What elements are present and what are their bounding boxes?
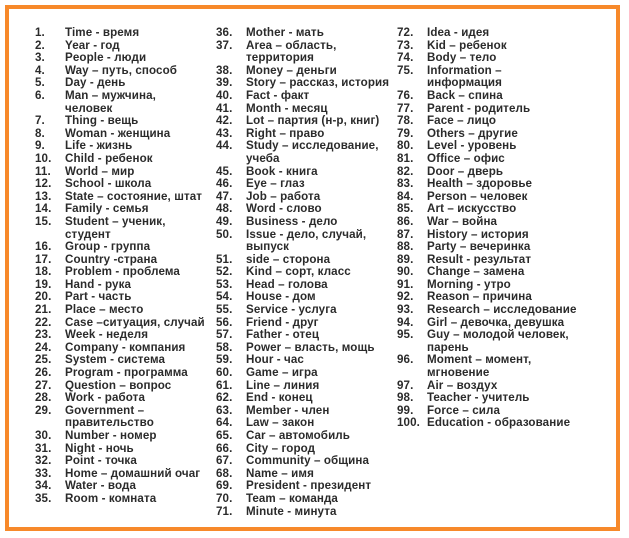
word-entry [216,90,396,103]
entry-number: 100. [397,416,420,430]
entry-number: 25. [35,353,52,367]
word-column-3 [397,27,587,430]
entry-number: 39. [216,76,233,90]
entry-number: 19. [35,277,52,291]
entry-number: 95. [397,328,414,342]
entry-translation: Girl – девочка, девушка [427,315,565,329]
entry-translation: Party – вечеринка [427,240,531,254]
entry-number: 38. [216,63,233,77]
word-entry [216,229,396,254]
word-entry [216,506,396,519]
entry-translation: Room - комната [65,491,157,505]
entry-translation: Business - дело [246,214,338,228]
entry-translation: Time - время [65,26,140,39]
word-entry [35,241,215,254]
entry-number: 57. [216,328,233,342]
entry-translation: City – город [246,441,316,455]
entry-translation: Person – человек [427,189,528,203]
entry-translation: Game – игра [246,366,318,380]
word-entry [35,493,215,506]
entry-number: 67. [216,454,233,468]
entry-translation: Group - группа [65,240,151,254]
entry-translation: Force – сила [427,403,501,417]
entry-translation: War – война [427,214,498,228]
entry-number: 68. [216,466,233,480]
entry-translation: Moment – момент, мгновение [427,353,532,380]
entry-translation: Result - результат [427,252,532,266]
entry-number: 44. [216,139,233,153]
entry-number: 5. [35,76,45,90]
entry-number: 7. [35,114,45,128]
entry-number: 70. [216,491,233,505]
entry-translation: Money – деньги [246,63,337,77]
word-column-2 [216,27,396,518]
entry-translation: Home – домашний очаг [65,466,201,480]
entry-translation: Issue - дело, случай, выпуск [246,227,367,254]
entry-number: 20. [35,290,52,304]
entry-number: 65. [216,429,233,442]
entry-translation: House - дом [246,290,316,304]
entry-number: 61. [216,378,233,392]
entry-translation: Program - программа [65,366,188,380]
entry-number: 23. [35,328,52,342]
entry-number: 84. [397,189,414,203]
entry-number: 36. [216,26,233,39]
word-entry [216,304,396,317]
entry-number: 56. [216,315,233,329]
entry-number: 55. [216,303,233,317]
entry-number: 40. [216,88,233,102]
entry-translation: Point - точка [65,454,137,468]
entry-translation: Member - член [246,403,330,417]
entry-number: 52. [216,265,233,279]
entry-number: 47. [216,189,233,203]
entry-number: 35. [35,491,52,505]
entry-translation: Number - номер [65,429,157,442]
entry-number: 13. [35,189,52,203]
entry-translation: President - президент [246,479,372,493]
word-entry [35,392,215,405]
entry-translation: Hour - час [246,353,304,367]
word-entry [35,27,215,40]
entry-translation: Power – власть, мощь [246,340,375,354]
entry-translation: Woman - женщина [65,126,171,140]
entry-translation: Mother - мать [246,26,324,39]
entry-number: 22. [35,315,52,329]
entry-translation: Case –ситуация, случай [65,315,205,329]
word-entry [397,178,587,191]
entry-translation: Area – область, территория [246,38,337,65]
entry-translation: Reason – причина [427,290,532,304]
entry-number: 27. [35,378,52,392]
entry-number: 9. [35,139,45,153]
word-entry [397,153,587,166]
entry-translation: Hand - рука [65,277,132,291]
word-entry [35,405,215,430]
word-entry [216,367,396,380]
entry-number: 37. [216,38,233,52]
entry-translation: Book - книга [246,164,318,178]
entry-translation: Kid – ребенок [427,38,507,52]
word-entry [35,52,215,65]
entry-number: 50. [216,227,233,241]
entry-translation: Work - работа [65,391,145,405]
entry-number: 87. [397,227,414,241]
entry-translation: Teacher - учитель [427,391,530,405]
entry-number: 14. [35,202,52,216]
entry-number: 28. [35,391,52,405]
word-entry [397,52,587,65]
entry-number: 54. [216,290,233,304]
entry-translation: Health – здоровье [427,177,533,191]
entry-translation: Service - услуга [246,303,337,317]
entry-number: 53. [216,277,233,291]
entry-number: 62. [216,391,233,405]
entry-number: 11. [35,164,51,178]
entry-number: 96. [397,353,414,367]
entry-number: 75. [397,63,414,77]
entry-translation: Research – исследование [427,303,577,317]
entry-translation: Job – работа [246,189,321,203]
entry-translation: Week - неделя [65,328,149,342]
entry-translation: Question – вопрос [65,378,172,392]
entry-number: 64. [216,416,233,430]
entry-number: 8. [35,126,45,140]
word-entry [35,216,215,241]
entry-translation: Kind – сорт, класс [246,265,351,279]
word-column-1 [35,27,215,506]
entry-number: 76. [397,88,414,102]
entry-number: 34. [35,479,52,493]
entry-translation: People - люди [65,51,147,65]
entry-translation: System - система [65,353,166,367]
entry-translation: Company - компания [65,340,186,354]
word-entry [216,140,396,165]
entry-translation: School - школа [65,177,152,191]
entry-number: 1. [35,26,45,39]
word-entry [397,27,587,40]
entry-translation: Student – ученик, студент [65,214,166,241]
entry-number: 3. [35,51,45,65]
entry-translation: Office – офис [427,151,505,165]
word-entry [397,304,587,317]
entry-translation: Car – автомобиль [246,429,350,442]
entry-number: 31. [35,441,52,455]
entry-translation: Thing - вещь [65,114,139,128]
entry-translation: Others – другие [427,126,518,140]
entry-number: 17. [35,252,52,266]
entry-number: 33. [35,466,52,480]
word-entry [35,304,215,317]
word-entry [216,40,396,65]
entry-translation: Eye – глаз [246,177,305,191]
entry-number: 51. [216,252,233,266]
entry-translation: Parent - родитель [427,101,531,115]
entry-translation: Face – лицо [427,114,497,128]
entry-translation: Study – исследование, учеба [246,139,379,165]
entry-translation: End - конец [246,391,313,405]
word-entry [397,266,587,279]
word-entry [35,430,215,443]
word-entry [397,90,587,103]
entry-translation: Door – дверь [427,164,504,178]
entry-number: 2. [35,38,45,52]
entry-translation: Father - отец [246,328,320,342]
entry-number: 10. [35,151,52,165]
entry-number: 45. [216,164,233,178]
entry-number: 58. [216,340,233,354]
entry-number: 41. [216,101,233,115]
entry-number: 42. [216,114,233,128]
entry-number: 82. [397,164,414,178]
entry-number: 89. [397,252,414,266]
entry-translation: History – история [427,227,529,241]
entry-translation: Story – рассказ, история [246,76,390,90]
entry-translation: World – мир [65,164,135,178]
word-entry [216,166,396,179]
word-entry [397,216,587,229]
entry-translation: Idea - идея [427,26,490,39]
entry-number: 81. [397,151,414,165]
entry-number: 77. [397,101,414,115]
entry-translation: Name – имя [246,466,314,480]
word-entry [397,392,587,405]
entry-translation: Law – закон [246,416,315,430]
entry-translation: Education - образование [427,416,571,430]
entry-number: 92. [397,290,414,304]
word-entry [35,90,215,115]
word-entry [216,178,396,191]
word-entry [216,430,396,443]
word-entry [216,115,396,128]
entry-number: 97. [397,378,414,392]
entry-number: 21. [35,303,52,317]
entry-number: 88. [397,240,414,254]
entry-translation: Change – замена [427,265,525,279]
entry-number: 30. [35,429,52,442]
entry-translation: Part - часть [65,290,132,304]
word-entry [397,417,587,430]
word-entry [216,329,396,342]
entry-number: 94. [397,315,414,329]
entry-translation: Problem - проблема [65,265,180,279]
entry-number: 80. [397,139,414,153]
entry-number: 78. [397,114,414,128]
entry-translation: Night - ночь [65,441,134,455]
word-entry [35,115,215,128]
entry-number: 71. [216,504,233,518]
word-entry [216,342,396,355]
entry-translation: Guy – молодой человек, парень [427,328,569,354]
entry-number: 79. [397,126,414,140]
entry-translation: Country -страна [65,252,158,266]
entry-translation: Head – голова [246,277,328,291]
entry-number: 12. [35,177,52,191]
entry-number: 48. [216,202,233,216]
entry-number: 63. [216,403,233,417]
entry-number: 90. [397,265,414,279]
entry-translation: Air – воздух [427,378,498,392]
entry-translation: Day - день [65,76,126,90]
entry-translation: State – состояние, штат [65,189,203,203]
word-entry [35,367,215,380]
entry-number: 18. [35,265,52,279]
entry-translation: Life - жизнь [65,139,133,153]
entry-translation: Lot – партия (н-р, книг) [246,114,380,128]
entry-translation: Place – место [65,303,144,317]
entry-translation: Team – команда [246,491,338,505]
entry-translation: Word - слово [246,202,322,216]
entry-number: 73. [397,38,414,52]
word-entry [216,27,396,40]
entry-number: 85. [397,202,414,216]
entry-translation: Art – искусство [427,202,517,216]
entry-number: 60. [216,366,233,380]
entry-number: 93. [397,303,414,317]
entry-translation: Child - ребенок [65,151,153,165]
word-entry [35,153,215,166]
word-entry [216,216,396,229]
entry-translation: Friend - друг [246,315,319,329]
entry-number: 86. [397,214,414,228]
word-entry [216,266,396,279]
entry-translation: Family - семья [65,202,149,216]
entry-number: 46. [216,177,233,191]
entry-translation: side – сторона [246,252,331,266]
entry-translation: Month - месяц [246,101,328,115]
entry-number: 74. [397,51,414,65]
entry-translation: Man – мужчина, человек [65,88,156,115]
entry-number: 66. [216,441,233,455]
word-entry [216,493,396,506]
entry-number: 43. [216,126,233,140]
word-entry [397,65,587,90]
word-entry [397,115,587,128]
entry-translation: Year - год [65,38,120,52]
word-entry [35,266,215,279]
entry-number: 99. [397,403,414,417]
entry-translation: Body – тело [427,51,497,65]
entry-number: 16. [35,240,52,254]
entry-number: 29. [35,403,52,417]
entry-number: 83. [397,177,414,191]
word-entry [35,329,215,342]
entry-translation: Right – право [246,126,325,140]
entry-number: 6. [35,88,45,102]
entry-translation: Way – путь, способ [65,63,178,77]
entry-translation: Level - уровень [427,139,517,153]
entry-number: 4. [35,63,45,77]
entry-translation: Information – информация [427,63,503,90]
entry-number: 72. [397,26,414,39]
entry-number: 15. [35,214,52,228]
entry-number: 26. [35,366,52,380]
entry-number: 32. [35,454,52,468]
word-entry [397,241,587,254]
entry-translation: Government – правительство [65,403,154,430]
entry-translation: Community – община [246,454,370,468]
word-entry [397,329,587,354]
entry-number: 59. [216,353,233,367]
word-entry [216,455,396,468]
entry-number: 69. [216,479,233,493]
entry-translation: Fact - факт [246,88,310,102]
word-entry [216,392,396,405]
word-entry [35,455,215,468]
word-entry [397,354,587,379]
entry-translation: Morning - утро [427,277,511,291]
entry-number: 49. [216,214,233,228]
word-entry [35,178,215,191]
entry-translation: Back – спина [427,88,503,102]
entry-number: 91. [397,277,414,291]
entry-translation: Water - вода [65,479,136,493]
entry-number: 98. [397,391,414,405]
entry-number: 24. [35,340,52,354]
entry-translation: Minute - минута [246,504,337,518]
entry-translation: Line – линия [246,378,320,392]
